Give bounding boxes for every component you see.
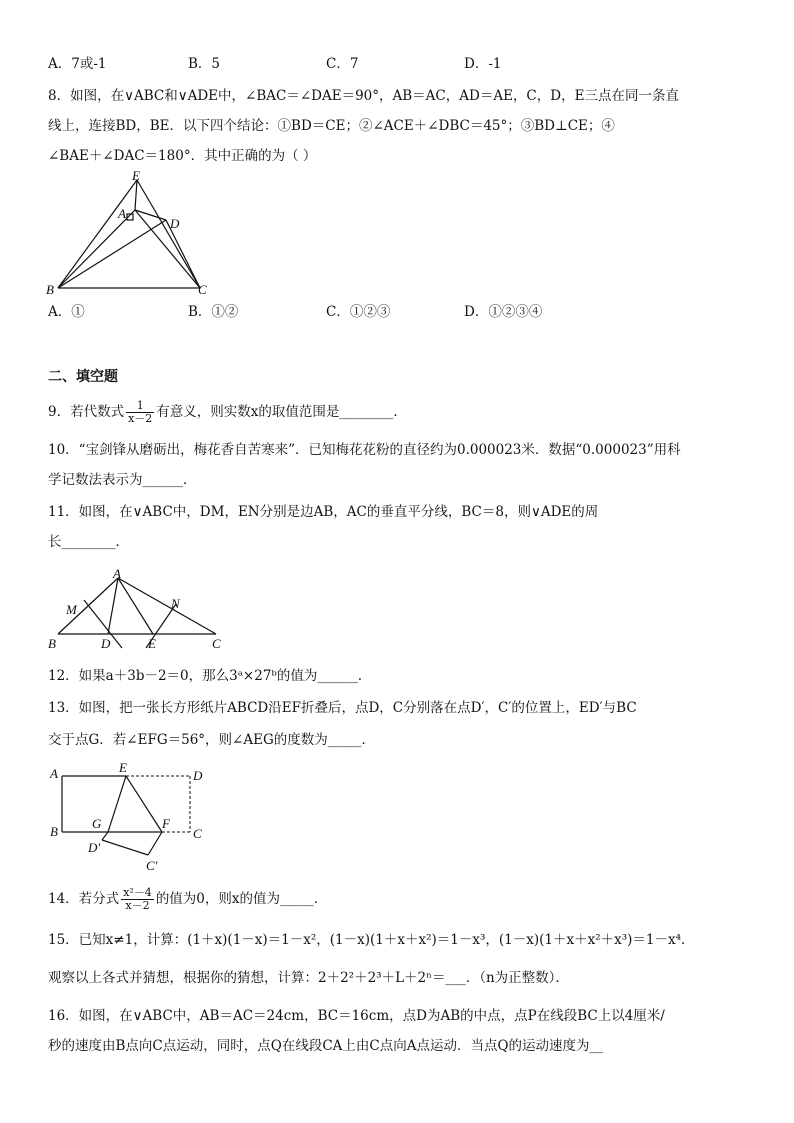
q11-label-a: A: [113, 566, 121, 581]
section-title: 二、填空题: [48, 369, 118, 385]
q11-label-n: N: [171, 596, 180, 611]
q13-label-e: E: [119, 760, 127, 775]
q10-stem-line2: 学记数法表示为______．: [48, 472, 197, 488]
q8-option-b: B．①②: [188, 304, 239, 320]
q13-label-f: F: [162, 816, 170, 831]
q8-stem-line2: 线上，连接BD，BE．以下四个结论：①BD＝CE；②∠ACE＋∠DBC＝45°；③BD⊥CE；④: [48, 118, 615, 134]
q11-triangle-figure: [40, 562, 240, 657]
q8-option-a: A．①: [48, 304, 85, 320]
q7-option-c: C．7: [326, 56, 359, 72]
q11-label-c: C: [212, 636, 221, 651]
q11-label-d: D: [101, 636, 111, 651]
q8-label-a: A: [118, 206, 126, 221]
q7-option-a: A．7或-1: [48, 56, 107, 72]
q11-label-m: M: [66, 602, 77, 617]
q15-stem-line1: 15．已知x≠1，计算：(1＋x)(1－x)＝1－x²，(1－x)(1＋x＋x²)＝1－x³，(1－x)(1＋x＋x²＋x³)＝1－x⁴．: [48, 932, 695, 948]
q10-stem-line1: 10．“宝剑锋从磨砺出，梅花香自苦寒来”．已知梅花花粉的直径约为0.000023米．数据“0.000023”用科: [48, 442, 681, 458]
q8-label-d: D: [170, 216, 180, 231]
q11-label-b: B: [48, 636, 56, 651]
q11-stem-line1: 11．如图，在∨ABC中，DM，EN分别是边AB，AC的垂直平分线，BC＝8，则∨ADE的周: [48, 504, 599, 520]
q9-fraction: $\frac{1}{x-2}$: [128, 399, 153, 425]
q13-stem-line1: 13．如图，把一张长方形纸片ABCD沿EF折叠后，点D，C分别落在点D′，C′的位置上，ED′与BC: [48, 700, 637, 716]
q16-stem-line1: 16．如图，在∨ABC中，AB＝AC＝24cm，BC＝16cm，点D为AB的中点，点P在线段BC上以4厘米/: [48, 1008, 665, 1024]
q8-stem-line3: ∠BAE＋∠DAC＝180°．其中正确的为（ ）: [48, 148, 317, 164]
q11-stem-line2: 长________．: [48, 534, 129, 550]
q13-stem-line2: 交于点G．若∠EFG＝56°，则∠AEG的度数为_____．: [48, 732, 375, 748]
q11-label-e: E: [148, 636, 156, 651]
q7-option-b: B．5: [188, 56, 221, 72]
q13-rectangle-figure: [40, 760, 220, 875]
q14-fraction: $\frac{\text{x²－4}}{x-2}$: [123, 886, 152, 912]
q14-stem: 14．若分式 $\frac{\text{x²－4}}{x-2}$ 的值为0，则x的值为_____．: [48, 886, 328, 912]
q13-label-d: D: [193, 768, 203, 783]
q12-stem: 12．如果a＋3b－2＝0，那么3ᵃ×27ᵇ的值为______．: [48, 668, 372, 684]
q7-option-d: D．-1: [464, 56, 502, 72]
q13-label-c: C: [193, 826, 202, 841]
q8-label-e: E: [132, 168, 140, 183]
q15-stem-line2: 观察以上各式并猜想，根据你的猜想，计算：2＋2²＋2³＋L＋2ⁿ＝___．（n为正整数）．: [48, 970, 569, 986]
q16-stem-line2: 秒的速度由B点向C点运动，同时，点Q在线段CA上由C点向A点运动．当点Q的运动速度为__: [48, 1038, 604, 1054]
q8-triangle-figure: [40, 168, 220, 298]
q8-option-d: D．①②③④: [464, 304, 543, 320]
q9-stem: 9．若代数式 $\frac{1}{x-2}$ 有意义，则实数x的取值范围是________．: [48, 399, 407, 425]
q8-label-b: B: [46, 282, 54, 297]
q8-label-c: C: [198, 282, 207, 297]
q8-stem-line1: 8．如图，在∨ABC和∨ADE中，∠BAC＝∠DAE＝90°，AB＝AC，AD＝AE，C，D，E三点在同一条直: [48, 88, 679, 104]
q8-option-c: C．①②③: [326, 304, 391, 320]
q13-label-g: G: [92, 816, 102, 831]
q13-label-b: B: [50, 824, 58, 839]
q13-label-a: A: [50, 766, 58, 781]
q13-label-c-prime: C′: [146, 858, 158, 873]
q13-label-d-prime: D′: [88, 840, 101, 855]
